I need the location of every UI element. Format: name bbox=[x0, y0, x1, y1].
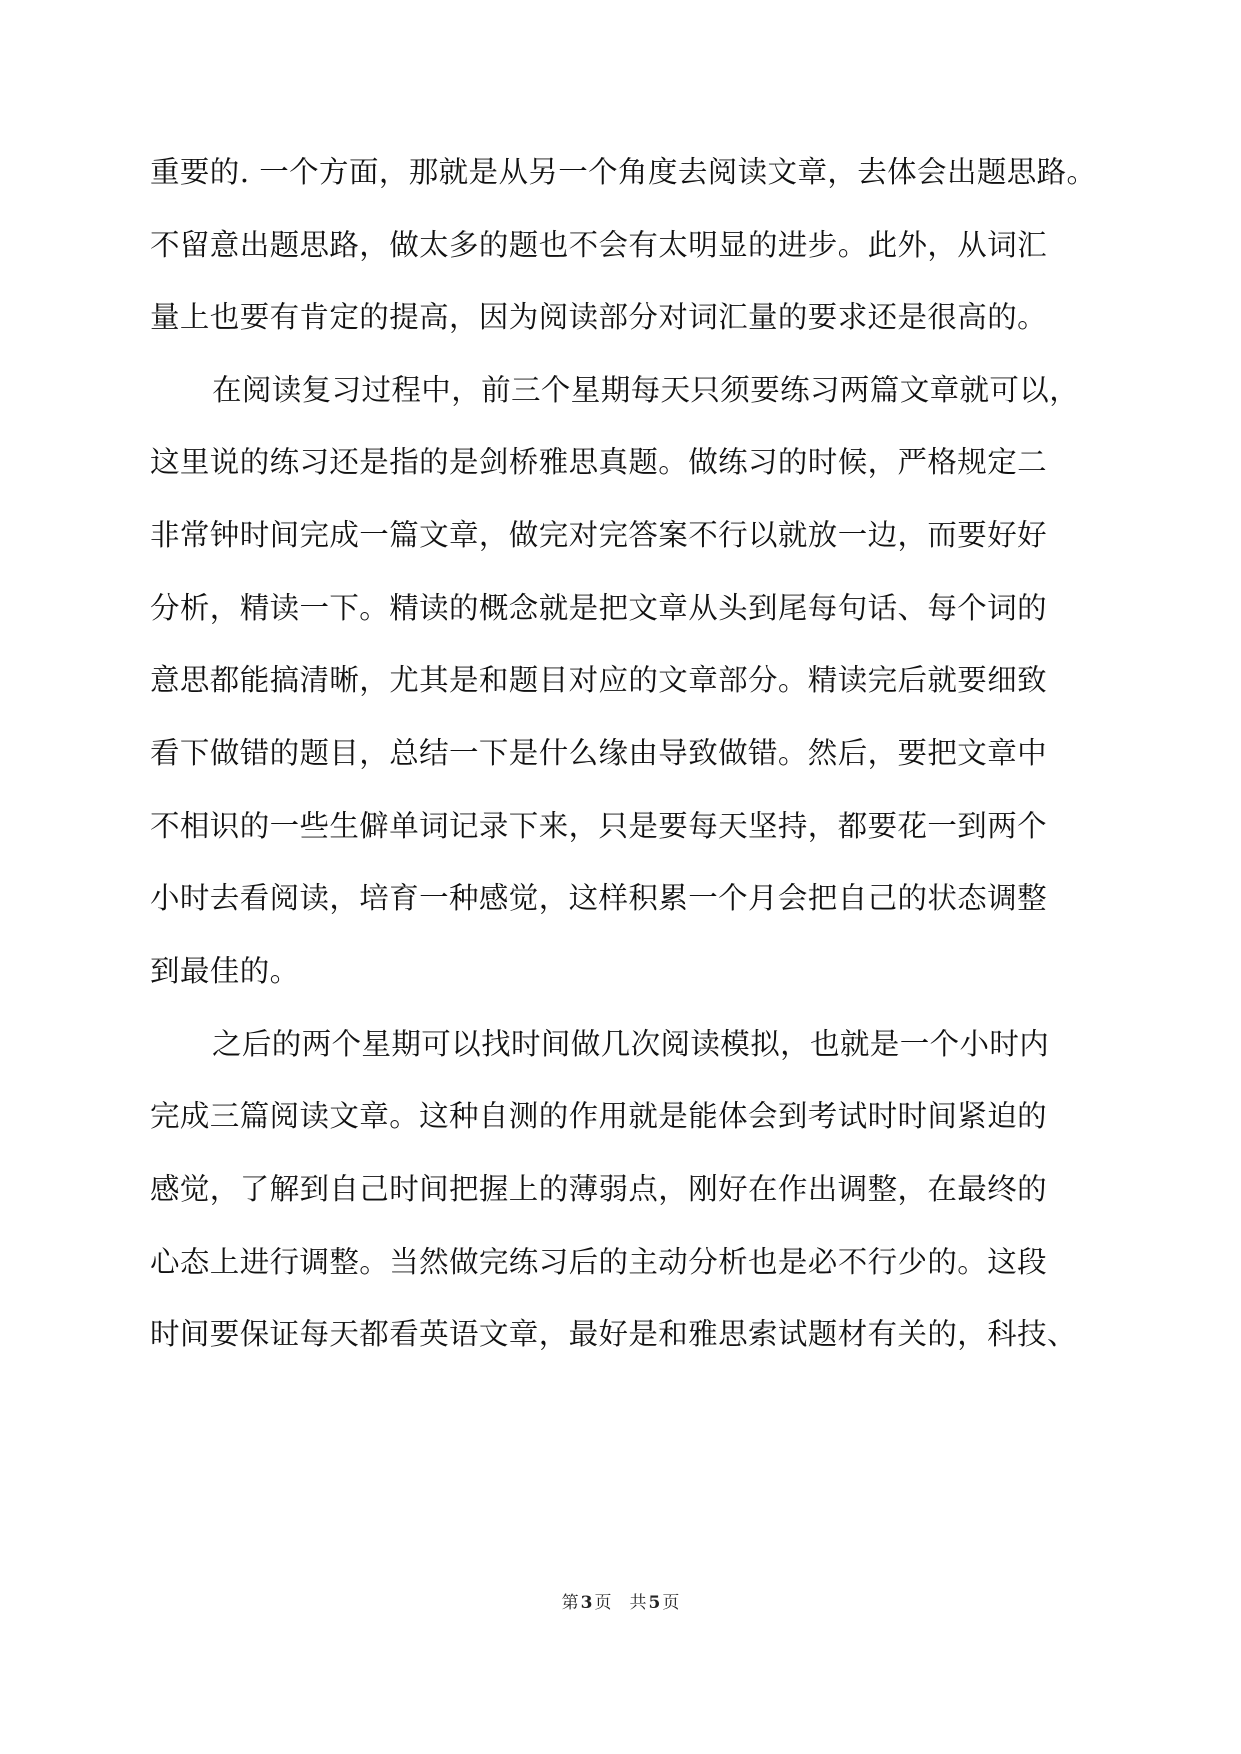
page-total: 5 bbox=[648, 1593, 661, 1613]
body-line: 非常钟时间完成一篇文章，做完对完答案不行以就放一边，而要好好 bbox=[150, 518, 1048, 552]
body-line: 时间要保证每天都看英语文章，最好是和雅思索试题材有关的，科技、 bbox=[150, 1317, 1077, 1351]
body-line: 心态上进行调整。当然做完练习后的主动分析也是必不行少的。这段 bbox=[150, 1245, 1048, 1279]
paragraph-start-line: 之后的两个星期可以找时间做几次阅读模拟，也就是一个小时内 bbox=[212, 1027, 1050, 1061]
body-line: 看下做错的题目，总结一下是什么缘由导致做错。然后，要把文章中 bbox=[150, 736, 1048, 770]
page-prefix: 第 bbox=[561, 1593, 579, 1613]
body-line: 不留意出题思路，做太多的题也不会有太明显的进步。此外，从词汇 bbox=[150, 228, 1048, 262]
body-line: 感觉，了解到自己时间把握上的薄弱点，刚好在作出调整，在最终的 bbox=[150, 1172, 1048, 1206]
body-line: 不相识的一些生僻单词记录下来，只是要每天坚持，都要花一到两个 bbox=[150, 809, 1048, 843]
body-line: 这里说的练习还是指的是剑桥雅思真题。做练习的时候，严格规定二 bbox=[150, 445, 1048, 479]
body-line: 分析，精读一下。精读的概念就是把文章从头到尾每句话、每个词的 bbox=[150, 591, 1048, 625]
body-line: 意思都能搞清晰，尤其是和题目对应的文章部分。精读完后就要细致 bbox=[150, 663, 1048, 697]
body-line: 小时去看阅读，培育一种感觉，这样积累一个月会把自己的状态调整 bbox=[150, 881, 1048, 915]
page-current: 3 bbox=[580, 1593, 593, 1613]
page-footer bbox=[0, 1592, 1241, 1614]
body-line: 量上也要有肯定的提高，因为阅读部分对词汇量的要求还是很高的。 bbox=[150, 300, 1048, 334]
total-prefix: 共 bbox=[629, 1593, 647, 1613]
body-line: 完成三篇阅读文章。这种自测的作用就是能体会到考试时时间紧迫的 bbox=[150, 1099, 1048, 1133]
body-line: 重要的. 一个方面，那就是从另一个角度去阅读文章，去体会出题思路。 bbox=[150, 155, 1097, 189]
page-unit: 页 bbox=[594, 1593, 612, 1613]
total-unit: 页 bbox=[662, 1593, 680, 1613]
body-line: 到最佳的。 bbox=[150, 954, 300, 988]
paragraph-start-line: 在阅读复习过程中，前三个星期每天只须要练习两篇文章就可以， bbox=[212, 373, 1080, 407]
